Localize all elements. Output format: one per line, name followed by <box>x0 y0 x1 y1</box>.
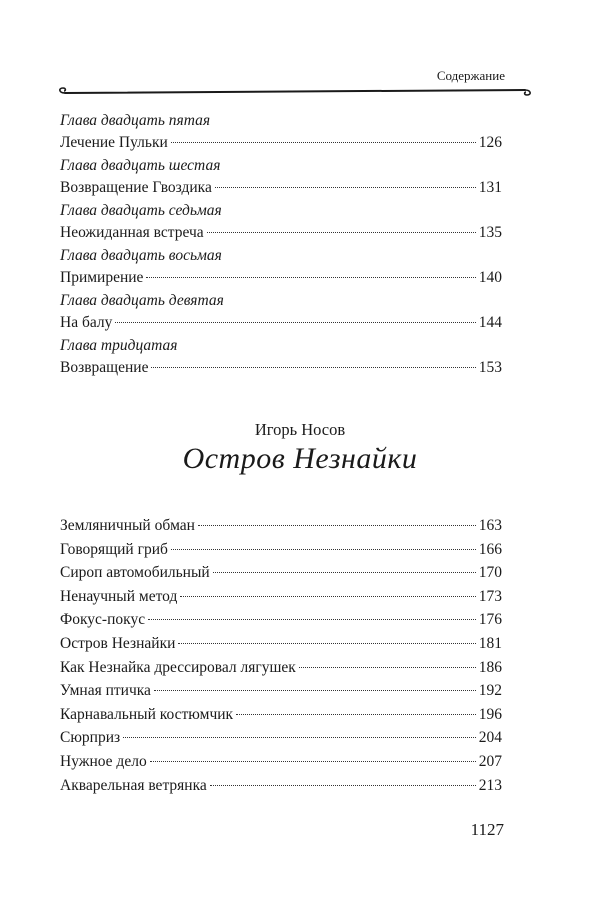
dot-leader <box>171 142 476 143</box>
entry-page: 166 <box>478 540 502 558</box>
entry-page: 176 <box>478 611 502 629</box>
entry-title: Возвращение Гвоздика <box>60 179 212 196</box>
chapter-label: Глава тридцатая <box>60 337 178 354</box>
entry-page: 131 <box>478 179 502 196</box>
toc-entry[interactable] <box>60 679 502 703</box>
dot-leader <box>236 714 476 715</box>
dot-leader <box>150 761 476 762</box>
entry-title: Ненаучный метод <box>60 587 178 605</box>
toc-entry[interactable] <box>60 726 502 750</box>
entry-title: Сироп автомобильный <box>60 564 210 582</box>
dot-leader <box>210 785 476 786</box>
toc-entry[interactable] <box>60 312 502 334</box>
chapter-label: Глава двадцать восьмая <box>60 247 222 264</box>
entry-title: Умная птичка <box>60 682 151 700</box>
toc-chapter <box>60 245 502 289</box>
entry-page: 170 <box>478 564 502 582</box>
decorative-header-rule <box>55 84 533 100</box>
dot-leader <box>198 525 476 526</box>
entry-title: Остров Незнайки <box>60 634 176 652</box>
toc-section-book <box>60 514 502 797</box>
dot-leader <box>180 596 475 597</box>
toc-entry[interactable] <box>60 703 502 727</box>
chapter-label: Глава двадцать шестая <box>60 157 221 174</box>
entry-title: Как Незнайка дрессировал лягушек <box>60 658 296 676</box>
toc-section-previous-book <box>60 110 502 379</box>
entry-title: Примирение <box>60 269 144 286</box>
entry-title: Фокус-покус <box>60 611 146 629</box>
page-number: 1127 <box>470 820 504 839</box>
chapter-label: Глава двадцать девятая <box>60 292 224 309</box>
toc-entry[interactable] <box>60 222 502 244</box>
author-name: Игорь Носов <box>254 420 346 439</box>
dot-leader <box>146 277 475 278</box>
toc-entry[interactable] <box>60 177 502 199</box>
entry-title: Карнавальный костюмчик <box>60 705 234 723</box>
toc-chapter <box>60 155 502 199</box>
dot-leader <box>123 737 476 738</box>
toc-entry[interactable] <box>60 132 502 154</box>
entry-page: 140 <box>478 269 502 286</box>
entry-page: 207 <box>478 752 502 770</box>
dot-leader <box>148 619 476 620</box>
dot-leader <box>178 643 475 644</box>
entry-title: Сюрприз <box>60 729 121 747</box>
toc-chapter <box>60 200 502 244</box>
entry-page: 173 <box>478 587 502 605</box>
entry-page: 163 <box>478 517 502 534</box>
entry-page: 153 <box>478 359 502 376</box>
toc-entry[interactable] <box>60 357 502 379</box>
toc-entry[interactable] <box>60 656 502 680</box>
toc-entry[interactable] <box>60 267 502 289</box>
dot-leader <box>154 690 476 691</box>
dot-leader <box>207 232 476 233</box>
entry-page: 144 <box>478 314 502 331</box>
toc-entry[interactable] <box>60 750 502 774</box>
entry-page: 204 <box>478 729 502 747</box>
entry-page: 126 <box>478 134 502 151</box>
toc-entry[interactable] <box>60 514 502 538</box>
toc-entry[interactable] <box>60 774 502 798</box>
entry-page: 192 <box>478 682 502 700</box>
entry-title: Неожиданная встреча <box>60 224 204 241</box>
dot-leader <box>115 322 475 323</box>
dot-leader <box>171 549 476 550</box>
entry-page: 196 <box>478 705 502 723</box>
dot-leader <box>299 667 476 668</box>
entry-page: 213 <box>478 776 502 794</box>
toc-chapter <box>60 290 502 334</box>
toc-entry[interactable] <box>60 561 502 585</box>
toc-entry[interactable] <box>60 538 502 562</box>
toc-entry[interactable] <box>60 608 502 632</box>
entry-title: Возвращение <box>60 359 149 376</box>
dot-leader <box>151 367 475 368</box>
entry-title: Лечение Пульки <box>60 134 168 151</box>
toc-entry[interactable] <box>60 585 502 609</box>
entry-title: Говорящий гриб <box>60 540 168 558</box>
dot-leader <box>215 187 476 188</box>
toc-chapter <box>60 110 502 154</box>
chapter-label: Глава двадцать пятая <box>60 112 211 129</box>
entry-page: 181 <box>478 634 502 652</box>
entry-title: Земляничный обман <box>60 517 195 534</box>
dot-leader <box>213 572 476 573</box>
running-head: Содержание <box>436 68 505 83</box>
entry-page: 186 <box>478 658 502 676</box>
chapter-label: Глава двадцать седьмая <box>60 202 222 219</box>
entry-page: 135 <box>478 224 502 241</box>
toc-entry[interactable] <box>60 632 502 656</box>
entry-title: Акварельная ветрянка <box>60 776 207 794</box>
entry-title: Нужное дело <box>60 752 147 770</box>
entry-title: На балу <box>60 314 113 331</box>
toc-chapter <box>60 335 502 379</box>
book-title: Остров Незнайки <box>182 442 418 475</box>
